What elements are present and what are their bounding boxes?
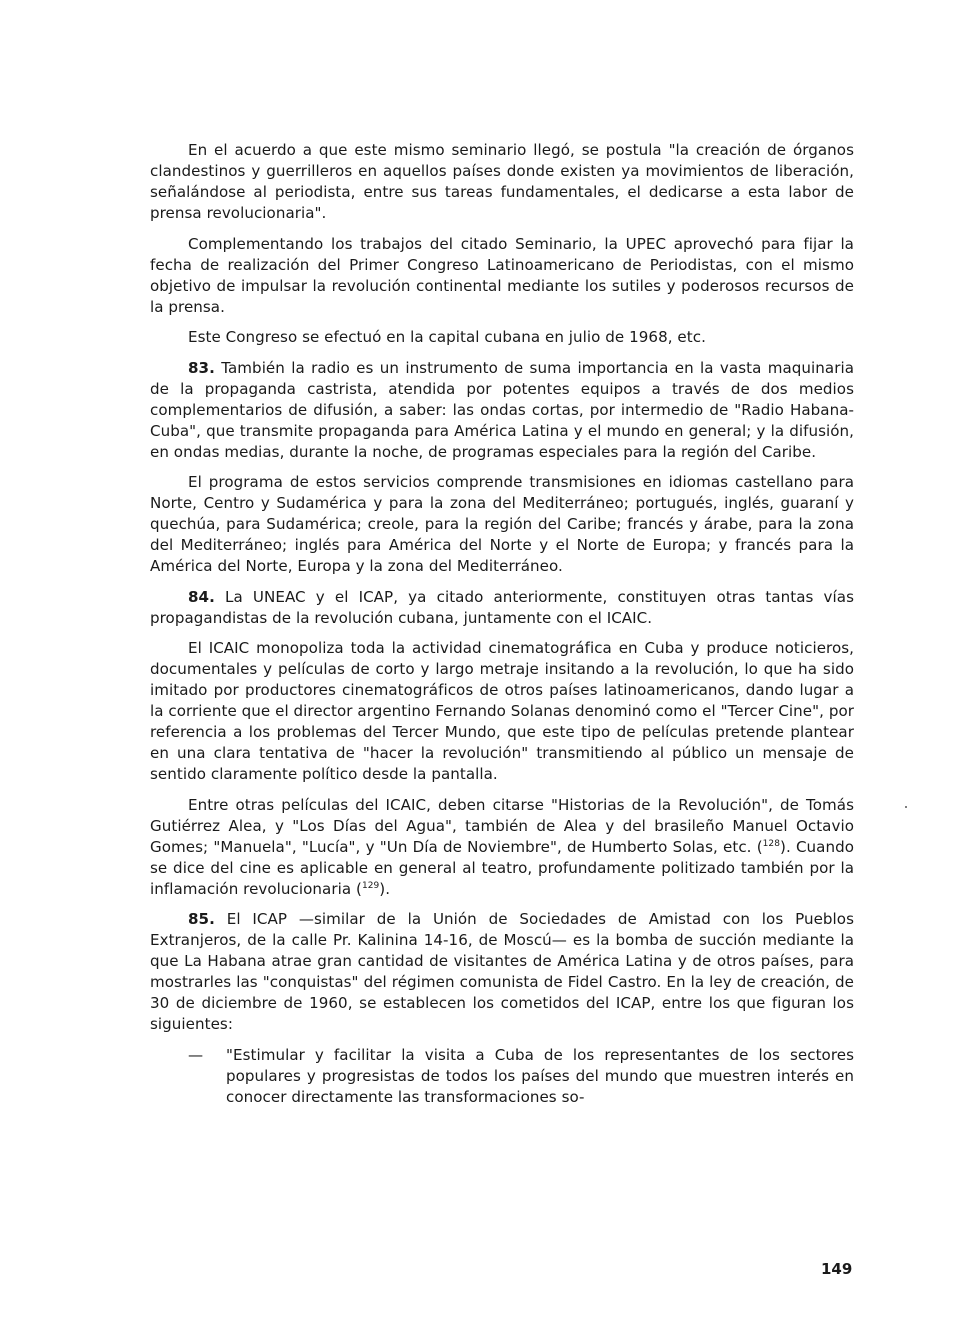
paragraph-text: También la radio es un instrumento de suma importancia en la vasta maquinaria de la propaganda castrista, atendida por potentes equipos a través de dos medios complementarios de difusión, a saber: las ondas cortas, por intermedio de "Radio Habana-Cuba", que transmite propaganda para América Latina y el mundo en general; y la difusión, en ondas medias, durante la noche, de programas especiales para la región del Caribe. — [150, 358, 854, 461]
paragraph-congress-date — [150, 327, 854, 348]
paragraph-text: Complementando los trabajos del citado Seminario, la UPEC aprovechó para fijar la fecha de realización del Primer Congreso Latinoamericano de Periodistas, con el mismo objetivo de impulsar la revolución continental mediante los sutiles y poderosos recursos de la prensa. — [150, 234, 854, 316]
quote-dash: — — [188, 1045, 204, 1064]
paragraph-text: En el acuerdo a que este mismo seminario llegó, se postula "la creación de órganos clandestinos y guerrilleros en aquellos países donde existen ya movimientos de liberación, señalándose al periodista, entre sus tareas fundamentales, el dedicarse a esta labor de prensa revolucionaria". — [150, 141, 854, 222]
paragraph-text: Este Congreso se efectuó en la capital cubana en julio de 1968, etc. — [188, 328, 706, 346]
paragraph-85-icap — [150, 909, 854, 1035]
section-number: 84. — [188, 587, 215, 606]
paragraph-text: El ICAIC monopoliza toda la actividad cinematográfica en Cuba y produce noticieros, documentales y películas de corto y largo metraje insitando a la revolución, lo que ha sido imitado por productores cinematográficos de otros países latinoamericanos, dando lugar a la corriente que el director argentino Fernando Solanas denominó como el "Tercer Cine", por referencia a los problemas del Tercer Mundo, que este tipo de películas pretende plantear en una clara tentativa de "hacer la revolución" transmitiendo al público un mensaje de sentido claramente político desde la pantalla. — [150, 639, 854, 783]
paragraph-icaic-films — [150, 795, 854, 900]
quote-text: "Estimular y facilitar la visita a Cuba de los representantes de los sectores populares y progresistas de todos los países del mundo que muestren interés en conocer directamente las transformaciones so- — [226, 1045, 854, 1106]
scan-speck — [905, 806, 907, 808]
paragraph-text: Entre otras películas del ICAIC, deben citarse "Historias de la Revolución", de Tomás Gutiérrez Alea, y "Los Días del Agua", también de Alea y del brasileño Manuel Octavio Gomes; "Manuela", "Lucía", y "Un Día de Noviembre", de Humberto Solas, etc. ( — [150, 795, 854, 856]
paragraph-text: El ICAP —similar de la Unión de Sociedades de Amistad con los Pueblos Extranjeros, de la calle Pr. Kalinina 14-16, de Moscú— es la bomba de succión mediante la que La Habana atrae gran cantidad de visitantes de América Latina y de otros países, para mostrarles las "conquistas" del régimen comunista de Fidel Castro. En la ley de creación, de 30 de diciembre de 1960, se establecen los cometidos del ICAP, entre los que figuran los siguientes: — [150, 910, 854, 1033]
paragraph-83-radio — [150, 358, 854, 463]
page-number: 149 — [821, 1260, 853, 1278]
paragraph-text: La UNEAC y el ICAP, ya citado anteriormente, constituyen otras tantas vías propagandistas de la revolución cubana, juntamente con el ICAIC. — [150, 587, 854, 627]
section-number: 83. — [188, 358, 215, 377]
section-number: 85. — [188, 910, 215, 928]
paragraph-icaic — [150, 638, 854, 785]
paragraph-text: ). — [379, 879, 391, 898]
document-page — [150, 140, 854, 1108]
paragraph-text: ). Cuando se dice del cine es aplicable en general al teatro, profundamente politizado también por la inflamación revolucionaria ( — [150, 837, 855, 898]
footnote-ref-129: 129 — [361, 880, 380, 891]
paragraph-upec-congress — [150, 234, 854, 318]
paragraph-seminar-agreement — [150, 140, 854, 224]
paragraph-text: El programa de estos servicios comprende transmisiones en idiomas castellano para Norte, Centro y Sudamérica y para la zona del Mediterráneo; portugués, inglés, guaraní y quechúa, para Sudamérica; creole, para la región del Caribe; francés y árabe, para la zona del Mediterráneo; inglés para América del Norte y el Norte de Europa; y francés para la América del Norte, Europa y la zona del Mediterráneo. — [150, 473, 854, 575]
quoted-item — [150, 1045, 854, 1108]
paragraph-radio-program — [150, 472, 854, 577]
footnote-ref-128: 128 — [762, 838, 780, 849]
paragraph-84-uneac — [150, 587, 854, 629]
